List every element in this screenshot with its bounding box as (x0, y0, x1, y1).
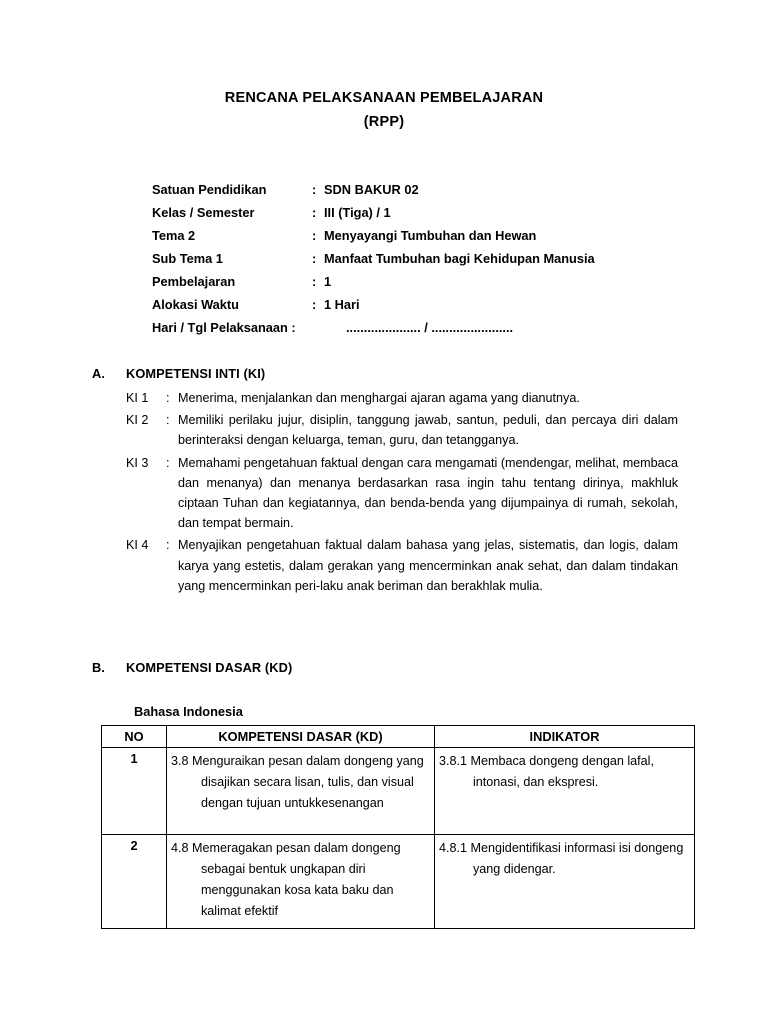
table-cell-kd-value: 4.8 Memeragakan pesan dalam dongeng sebagai bentuk ungkapan diri menggunakan kosa kata baku dan kalimat efektif (171, 841, 401, 918)
identity-label: Tema 2 (152, 228, 196, 243)
ki-item (126, 388, 678, 408)
identity-colon: : (312, 297, 317, 312)
ki-key: KI 2 (126, 413, 149, 428)
identity-value: 1 Hari (324, 297, 360, 312)
document-title: RENCANA PELAKSANAAN PEMBELAJARAN (224, 90, 544, 106)
identity-colon: : (312, 274, 317, 289)
ki-item (126, 535, 678, 596)
table-cell-kd-value: 3.8 Menguraikan pesan dalam dongeng yang disajikan secara lisan, tulis, dan visual dengan tujuan untukkesenangan (171, 754, 424, 810)
ki-item (126, 410, 678, 450)
table-cell-indikator (435, 835, 695, 929)
identity-label: Pembelajaran (152, 274, 236, 289)
ki-key: KI 3 (126, 455, 149, 470)
identity-colon: : (312, 205, 317, 220)
identity-label: Hari / Tgl Pelaksanaan : (152, 320, 296, 335)
section-title: KOMPETENSI INTI (KI) (126, 366, 266, 381)
kompetensi-dasar-table (101, 725, 695, 929)
identity-value-blank-field: ..................... / ....................... (346, 320, 514, 335)
section-letter: B. (92, 660, 105, 675)
identity-row-tema (152, 228, 692, 251)
ki-colon: : (166, 391, 170, 405)
ki-key: KI 4 (126, 538, 149, 553)
identity-row-satuan-pendidikan (152, 182, 692, 205)
table-header-kompetensi-dasar: KOMPETENSI DASAR (KD) (167, 726, 435, 748)
identity-label: Alokasi Waktu (152, 297, 239, 312)
table-cell-no-value: 2 (130, 838, 138, 853)
table-header-no: NO (102, 726, 167, 748)
identity-value: Manfaat Tumbuhan bagi Kehidupan Manusia (324, 251, 595, 266)
ki-text: Menyajikan pengetahuan faktual dalam bahasa yang jelas, sistematis, dan logis, dalam karya yang estetis, dalam gerakan yang mencerminkan anak sehat, dan dalam tindakan yang mencerminkan peri-laku anak beriman dan berakhlak mulia. (178, 538, 678, 593)
identity-value: 1 (324, 274, 332, 289)
ki-colon: : (166, 455, 170, 470)
section-heading-kompetensi-inti (92, 366, 265, 381)
identity-row-alokasi-waktu (152, 297, 692, 320)
document-subtitle: (RPP) (363, 114, 405, 130)
ki-key: KI 1 (126, 391, 149, 405)
identity-row-hari-tgl-pelaksanaan (152, 320, 692, 343)
table-cell-indikator (435, 748, 695, 835)
table-cell-no-value: 1 (130, 751, 138, 766)
table-row (102, 748, 695, 835)
table-row (102, 835, 695, 929)
table-cell-indikator-value: 3.8.1 Membaca dongeng dengan lafal, intonasi, dan ekspresi. (439, 754, 654, 789)
table-cell-kd (167, 748, 435, 835)
section-letter: A. (92, 366, 105, 381)
identity-row-kelas-semester (152, 205, 692, 228)
table-cell-kd (167, 835, 435, 929)
identity-colon: : (312, 182, 317, 197)
identity-label: Sub Tema 1 (152, 251, 223, 266)
table-cell-no (102, 835, 167, 929)
ki-item (126, 453, 678, 534)
identity-colon: : (312, 251, 317, 266)
table-cell-no (102, 748, 167, 835)
table-cell-indikator-value: 4.8.1 Mengidentifikasi informasi isi dongeng yang didengar. (439, 841, 684, 876)
ki-colon: : (166, 413, 170, 428)
subject-label-bahasa-indonesia: Bahasa Indonesia (134, 704, 243, 719)
identity-row-sub-tema (152, 251, 692, 274)
identity-value: III (Tiga) / 1 (324, 205, 391, 220)
identity-label: Kelas / Semester (152, 205, 255, 220)
ki-colon: : (166, 538, 170, 553)
ki-text: Memiliki perilaku jujur, disiplin, tanggung jawab, santun, peduli, dan percaya diri dalam berinteraksi dengan keluarga, teman, guru, dan tetangganya. (178, 413, 678, 448)
table-header-indikator: INDIKATOR (435, 726, 695, 748)
ki-text: Memahami pengetahuan faktual dengan cara mengamati (mendengar, melihat, membaca dan menanya) dan menanya berdasarkan rasa ingin tahu tentang dirinya, makhluk ciptaan Tuhan dan kegiatannya, dan benda-benda yang dijumpainya di rumah, sekolah, dan tempat bermain. (178, 455, 678, 531)
table-header-row (102, 726, 695, 748)
identity-value: Menyayangi Tumbuhan dan Hewan (324, 228, 537, 243)
identity-value: SDN BAKUR 02 (324, 182, 419, 197)
identity-label: Satuan Pendidikan (152, 182, 267, 197)
section-title: KOMPETENSI DASAR (KD) (126, 660, 293, 675)
identity-colon: : (312, 228, 317, 243)
section-heading-kompetensi-dasar (92, 660, 292, 675)
kompetensi-inti-list (126, 388, 678, 598)
ki-text: Menerima, menjalankan dan menghargai ajaran agama yang dianutnya. (178, 391, 580, 405)
identity-block (152, 182, 692, 343)
identity-row-pembelajaran (152, 274, 692, 297)
